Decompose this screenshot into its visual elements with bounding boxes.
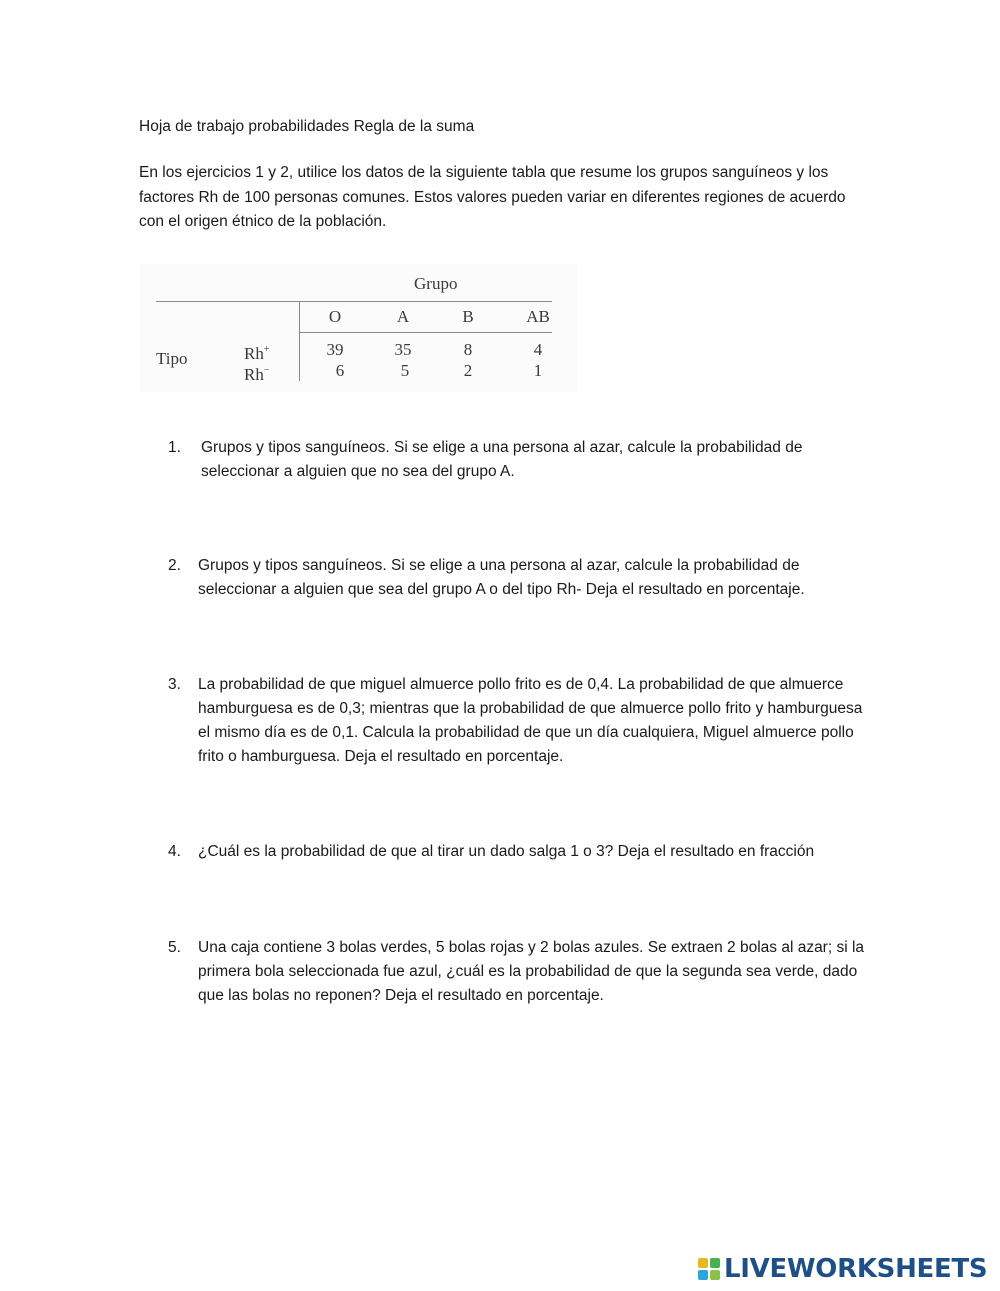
table-cell: 1 <box>533 361 543 380</box>
question-text: Una caja contiene 3 bolas verdes, 5 bolas rojas y 2 bolas azules. Se extraen 2 bolas al azar; si la primera bola seleccionada fue azul, ¿cuál es la probabilidad de que la segunda sea verde, dado que las bolas no reponen? Deja el resultado en porcentaje. <box>198 939 865 1004</box>
column-header: O <box>328 307 342 326</box>
column-header: A <box>396 307 410 326</box>
table-cell: 2 <box>463 361 473 380</box>
brand-wordmark: LIVEWORKSHEETS <box>724 1254 988 1284</box>
table-cell: 39 <box>326 340 344 359</box>
logo-tile <box>698 1270 708 1280</box>
table-group-header: Grupo <box>414 274 458 293</box>
worksheet-title: Hoja de trabajo probabilidades Regla de la suma <box>139 118 475 135</box>
table-row-header: Tipo <box>156 349 188 368</box>
intro-paragraph: En los ejercicios 1 y 2, utilice los datos de la siguiente tabla que resume los grupos sanguíneos y los factores Rh de 100 personas comunes. Estos valores pueden variar en diferentes regiones de acuerdo con el origen étnico de la población. <box>139 164 846 230</box>
logo-tile <box>710 1258 720 1268</box>
table-header-rule <box>300 332 552 333</box>
question-number: 3. <box>168 676 181 693</box>
question-text: La probabilidad de que miguel almuerce pollo frito es de 0,4. La probabilidad de que almuerce hamburguesa es de 0,3; mientras que la probabilidad de que almuerce pollo frito y hamburguesa el mismo día es de 0,1. Calcula la probabilidad de que un día cualquiera, Miguel almuerce pollo frito o hamburguesa. Deja el resultado en porcentaje. <box>198 676 863 765</box>
table-cell: 8 <box>463 340 473 359</box>
logo-tile <box>710 1270 720 1280</box>
table-cell: 6 <box>335 361 345 380</box>
table-cell: 35 <box>394 340 412 359</box>
table-cell: 5 <box>400 361 410 380</box>
question-text: ¿Cuál es la probabilidad de que al tirar un dado salga 1 o 3? Deja el resultado en fracción <box>198 843 815 860</box>
column-header: B <box>462 307 474 326</box>
row-label-rh-positive: Rh+ <box>244 344 270 363</box>
question-text: Grupos y tipos sanguíneos. Si se elige a una persona al azar, calcule la probabilidad de seleccionar a alguien que no sea del grupo A. <box>201 439 803 480</box>
liveworksheets-logo-icon <box>698 1258 720 1280</box>
logo-tile <box>698 1258 708 1268</box>
column-header: AB <box>526 307 550 326</box>
liveworksheets-logo <box>698 1255 987 1283</box>
question-text: Grupos y tipos sanguíneos. Si se elige a una persona al azar, calcule la probabilidad de seleccionar a alguien que sea del grupo A o del tipo Rh- Deja el resultado en porcentaje. <box>198 557 805 598</box>
question-number: 1. <box>168 439 181 456</box>
table-cell: 4 <box>533 340 543 359</box>
blood-group-table <box>140 264 578 392</box>
row-label-rh-negative: Rh− <box>244 365 270 384</box>
question-number: 2. <box>168 557 181 574</box>
question-number: 5. <box>168 939 181 956</box>
table-top-rule <box>156 301 552 302</box>
table-vertical-rule <box>299 301 300 381</box>
question-number: 4. <box>168 843 181 860</box>
